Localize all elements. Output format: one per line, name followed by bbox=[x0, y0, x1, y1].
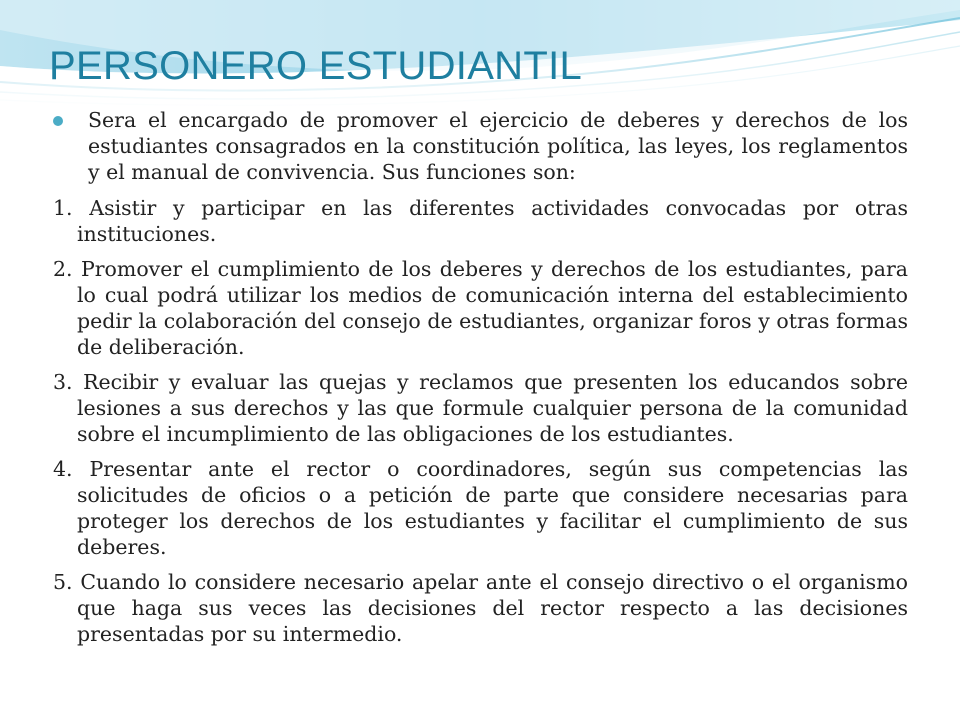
intro-paragraph bbox=[53, 107, 908, 185]
function-item-2: 2. Promover el cumplimiento de los deberes y derechos de los estudiantes, para lo cual podrá utilizar los medios de comunicación interna del establecimiento pedir la colaboración del consejo de estudiantes, organizar foros y otras formas de deliberación. bbox=[53, 257, 908, 359]
function-item-3: 3. Recibir y evaluar las quejas y reclamos que presenten los educandos sobre lesiones a sus derechos y las que formule cualquier persona de la comunidad sobre el incumplimiento de las obligaciones de los estudiantes. bbox=[53, 370, 908, 446]
bullet-icon bbox=[53, 116, 63, 126]
slide-body bbox=[53, 106, 908, 656]
intro-text: Sera el encargado de promover el ejercicio de deberes y derechos de los estudiantes consagrados en la constitución política, las leyes, los reglamentos y el manual de convivencia. Sus funciones son: bbox=[88, 108, 908, 184]
function-item-5: 5. Cuando lo considere necesario apelar ante el consejo directivo o el organismo que haga sus veces las decisiones del rector respecto a las decisiones presentadas por su intermedio. bbox=[53, 570, 908, 646]
function-item-4: 4. Presentar ante el rector o coordinadores, según sus competencias las solicitudes de oficios o a petición de parte que considere necesarias para proteger los derechos de los estudiantes y facilitar el cumplimiento de sus deberes. bbox=[53, 457, 908, 559]
function-item-1: 1. Asistir y participar en las diferentes actividades convocadas por otras instituciones. bbox=[53, 196, 908, 246]
slide-title: PERSONERO ESTUDIANTIL bbox=[49, 44, 583, 88]
